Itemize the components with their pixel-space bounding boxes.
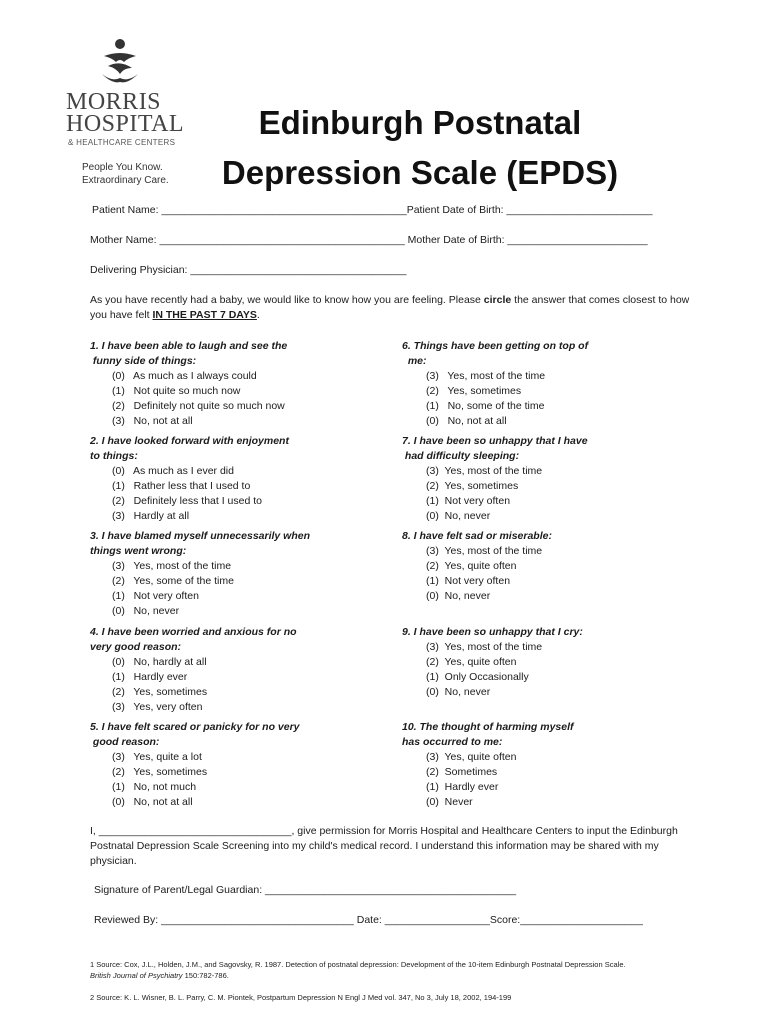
- answer-option[interactable]: (3) Yes, most of the time: [426, 465, 543, 477]
- answer-option[interactable]: (0) No, never: [112, 605, 180, 617]
- answer-option[interactable]: (2) Yes, sometimes: [426, 480, 519, 492]
- answer-option[interactable]: (1) Not very often: [426, 575, 511, 587]
- physician-field[interactable]: Delivering Physician: _____________________________________: [90, 264, 407, 276]
- question-title: 3. I have blamed myself unnecessarily when: [90, 530, 311, 542]
- question-title-cont: good reason:: [90, 736, 160, 748]
- title-line-2: Depression Scale (EPDS): [221, 154, 619, 191]
- answer-option[interactable]: (1) No, some of the time: [426, 400, 545, 412]
- answer-option[interactable]: (2) Yes, sometimes: [112, 766, 208, 778]
- logo-tagline-1: People You Know.: [82, 162, 163, 173]
- answer-option[interactable]: (0) No, never: [426, 686, 491, 698]
- answer-option[interactable]: (2) Yes, sometimes: [112, 686, 208, 698]
- answer-option[interactable]: (0) As much as I always could: [112, 370, 257, 382]
- question-title: 7. I have been so unhappy that I have: [402, 435, 588, 447]
- question-title: 10. The thought of harming myself: [402, 721, 574, 733]
- question-4: [90, 625, 390, 715]
- answer-option[interactable]: (1) Hardly ever: [112, 671, 188, 683]
- answer-option[interactable]: (3) Yes, quite a lot: [112, 751, 202, 763]
- answer-option[interactable]: (0) Never: [426, 796, 473, 808]
- question-title: 4. I have been worried and anxious for no: [90, 626, 297, 638]
- question-7: [402, 434, 702, 524]
- question-10: [402, 720, 702, 810]
- answer-option[interactable]: (3) Yes, most of the time: [426, 545, 543, 557]
- question-title: 6. Things have been getting on top of: [402, 340, 589, 352]
- logo-name-morris: MORRIS: [66, 89, 162, 115]
- answer-option[interactable]: (3) Hardly at all: [112, 510, 190, 522]
- answer-option[interactable]: (3) Yes, most of the time: [426, 370, 546, 382]
- consent-paragraph: I, _________________________________, give permission for Morris Hospital and Healthcare Centers to input the Edinburgh Postnatal Depression Scale Screening into my child's medical record. I understand this information may be shared with my physician.: [90, 825, 678, 867]
- answer-option[interactable]: (1) Only Occasionally: [426, 671, 529, 683]
- footnote-1-journal: British Journal of Psychiatry: [90, 971, 183, 980]
- logo-subtitle: & HEALTHCARE CENTERS: [68, 138, 176, 147]
- answer-option[interactable]: (2) Yes, quite often: [426, 656, 517, 668]
- answer-option[interactable]: (3) No, not at all: [112, 415, 193, 427]
- intro-circle: circle: [483, 294, 512, 306]
- question-3: [90, 529, 390, 619]
- question-title-cont: to things:: [90, 450, 138, 462]
- answer-option[interactable]: (2) Yes, quite often: [426, 560, 517, 572]
- question-title-cont: very good reason:: [90, 641, 182, 653]
- intro-paragraph: [90, 293, 690, 323]
- answer-option[interactable]: (3) Yes, most of the time: [112, 560, 232, 572]
- answer-option[interactable]: (3) Yes, very often: [112, 701, 203, 713]
- footnote-2: 2 Source: K. L. Wisner, B. L. Parry, C. M. Piontek, Postpartum Depression N Engl J Med vol. 347, No 3, July 18, 2002, 194-199: [90, 993, 512, 1002]
- question-5: [90, 720, 390, 810]
- question-2: [90, 434, 390, 524]
- answer-option[interactable]: (1) Not very often: [426, 495, 511, 507]
- question-title: 5. I have felt scared or panicky for no very: [90, 721, 300, 733]
- footnote-1-pages: 150:782-786.: [182, 971, 229, 980]
- title-line-1: Edinburgh Postnatal: [258, 104, 582, 141]
- logo-figure-icon: [98, 38, 142, 84]
- question-title: 9. I have been so unhappy that I cry:: [402, 626, 583, 638]
- footnote-1: [90, 959, 680, 981]
- reviewed-field[interactable]: Reviewed By: _________________________________ Date: __________________Score:_____________________: [94, 914, 643, 926]
- answer-option[interactable]: (3) Yes, most of the time: [426, 641, 543, 653]
- mother-name-field[interactable]: Mother Name: __________________________________________ Mother Date of Birth: ________________________: [90, 234, 648, 246]
- patient-name-field[interactable]: Patient Name: __________________________________________Patient Date of Birth: _________________________: [92, 204, 653, 216]
- question-8: [402, 529, 702, 604]
- logo-name-hospital: HOSPITAL: [66, 111, 185, 137]
- answer-option[interactable]: (2) Definitely not quite so much now: [112, 400, 285, 412]
- answer-option[interactable]: (0) No, not at all: [112, 796, 193, 808]
- question-title-cont: had difficulty sleeping:: [402, 450, 520, 462]
- answer-option[interactable]: (2) Definitely less that I used to: [112, 495, 262, 507]
- question-9: [402, 625, 702, 700]
- intro-text-3: .: [256, 309, 260, 321]
- answer-option[interactable]: (2) Sometimes: [426, 766, 498, 778]
- intro-text-2: the answer that comes closest to how you have felt: [90, 294, 690, 321]
- answer-option[interactable]: (1) No, not much: [112, 781, 197, 793]
- answer-option[interactable]: (0) No, never: [426, 590, 491, 602]
- question-title: 8. I have felt sad or miserable:: [402, 530, 552, 542]
- answer-option[interactable]: (0) No, never: [426, 510, 491, 522]
- question-title-cont: funny side of things:: [90, 355, 197, 367]
- answer-option[interactable]: (1) Rather less that I used to: [112, 480, 251, 492]
- question-6: [402, 339, 702, 429]
- page-title: [220, 98, 620, 198]
- question-title: 1. I have been able to laugh and see the: [90, 340, 288, 352]
- answer-option[interactable]: (1) Not quite so much now: [112, 385, 241, 397]
- question-title: 2. I have looked forward with enjoyment: [90, 435, 289, 447]
- question-title-cont: has occurred to me:: [402, 736, 503, 748]
- answer-option[interactable]: (2) Yes, some of the time: [112, 575, 234, 587]
- answer-option[interactable]: (2) Yes, sometimes: [426, 385, 522, 397]
- question-title-cont: things went wrong:: [90, 545, 187, 557]
- footnote-1-text: 1 Source: Cox, J.L., Holden, J.M., and Sagovsky, R. 1987. Detection of postnatal depression: Development of the 10-item Edinburgh Postnatal Depression Scale.: [90, 960, 626, 969]
- hospital-logo: [66, 34, 196, 194]
- question-1: [90, 339, 390, 429]
- answer-option[interactable]: (3) Yes, quite often: [426, 751, 517, 763]
- question-title-cont: me:: [402, 355, 427, 367]
- answer-option[interactable]: (1) Not very often: [112, 590, 199, 602]
- intro-past-7-days: IN THE PAST 7 DAYS: [152, 309, 257, 321]
- answer-option[interactable]: (0) No, not at all: [426, 415, 507, 427]
- intro-text-1: As you have recently had a baby, we would like to know how you are feeling. Please: [90, 294, 484, 306]
- signature-field[interactable]: Signature of Parent/Legal Guardian: ___________________________________________: [94, 884, 517, 896]
- logo-tagline-2: Extraordinary Care.: [82, 175, 169, 186]
- answer-option[interactable]: (0) As much as I ever did: [112, 465, 234, 477]
- answer-option[interactable]: (1) Hardly ever: [426, 781, 499, 793]
- answer-option[interactable]: (0) No, hardly at all: [112, 656, 207, 668]
